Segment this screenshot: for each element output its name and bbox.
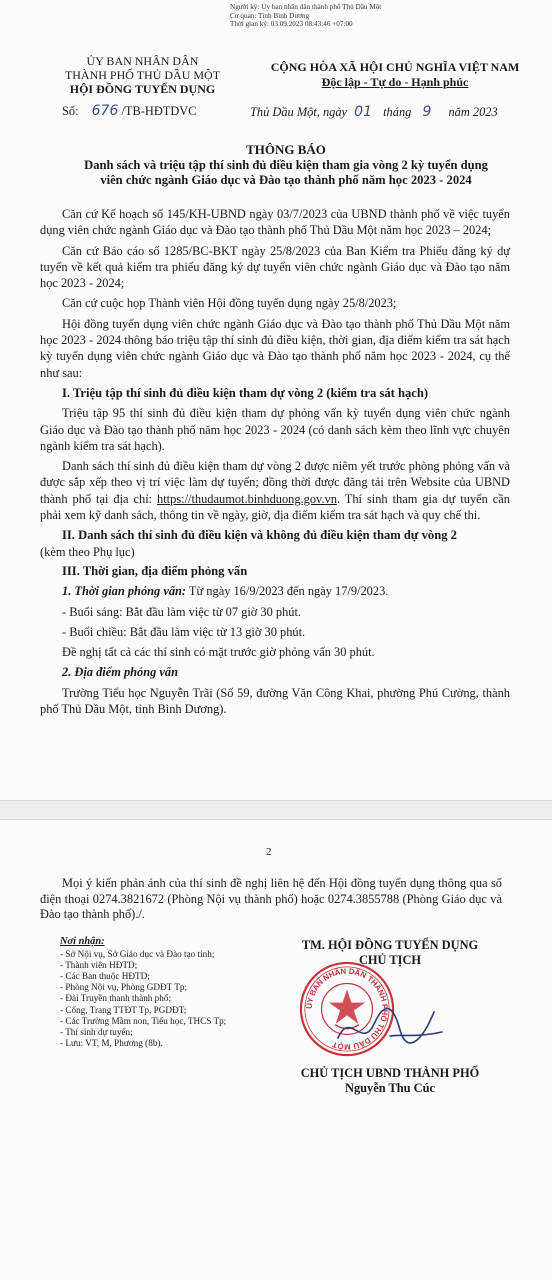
document-number — [62, 103, 197, 119]
recipient-item: - Các Trường Mầm non, Tiểu học, THCS Tp; — [60, 1015, 227, 1026]
recipient-item: - Lưu: VT, M, Phương (8b). — [60, 1037, 163, 1048]
seal-text: ỦY BAN NHÂN DÂN THÀNH PHỐ THỦ DẦU MỘT — [304, 966, 390, 1052]
basis-plan: Căn cứ Kế hoạch số 145/KH-UBND ngày 03/7/2023 của UBND thành phố về việc tuyển dụng viên chức ngành Giáo dục và Đào tạo thành phố Thủ Dầu Một năm học 2023 – 2024; — [40, 207, 510, 238]
arrival-request: Đề nghị tất cả các thí sinh có mặt trước giờ phỏng vấn 30 phút. — [62, 645, 375, 660]
digital-signature-stamp — [230, 3, 381, 29]
signature-agency: Cơ quan: Tỉnh Bình Dương — [230, 11, 310, 20]
section-1-summons: Triệu tập 95 thí sinh đủ điều kiện tham dự phỏng vấn kỳ tuyển dụng viên chức ngành Giáo dục và Đào tạo thành phố năm học 2023 - 2024 (có danh sách kèm theo lĩnh vực chuyên ngành kiểm tra sát hạch). — [40, 406, 510, 453]
page-number: 2 — [266, 846, 272, 858]
signer-title-1: TM. HỘI ĐỒNG TUYỂN DỤNG — [301, 938, 479, 952]
morning-session: - Buổi sáng: Bắt đầu làm việc từ 07 giờ 30 phút. — [62, 604, 302, 619]
national-title: CỘNG HÒA XÃ HỘI CHỦ NGHĨA VIỆT NAM — [270, 60, 520, 74]
recipient-item: - Các Ban thuộc HĐTD; — [60, 971, 150, 982]
website-link[interactable]: https://thudaumot.binhduong.gov.vn — [157, 491, 337, 506]
afternoon-session: - Buổi chiều: Bắt đầu làm việc từ 13 giờ 30 phút. — [62, 624, 306, 639]
number-handwritten: 676 — [91, 103, 119, 119]
signer-title-2: CHỦ TỊCH — [358, 953, 422, 967]
signature-time: Thời gian ký: 03.09.2023 08:43:46 +07:00 — [230, 20, 353, 29]
recipient-item: - Thí sinh dự tuyển; — [60, 1026, 133, 1037]
recipients-title: Nơi nhận: — [60, 936, 105, 947]
notice-subtitle-1: Danh sách và triệu tập thí sinh đủ điều kiện tham gia vòng 2 kỳ tuyển dụng — [84, 158, 488, 172]
interview-time-text: Từ ngày 16/9/2023 đến ngày 17/9/2023. — [186, 584, 389, 599]
year-label: năm 2023 — [448, 105, 498, 119]
section-1-listing — [40, 458, 510, 523]
recipient-item: - Đài Truyền thanh thành phố; — [60, 993, 172, 1004]
issuer-line-3: HỘI ĐỒNG TUYỂN DỤNG — [69, 82, 216, 96]
notice-title: THÔNG BÁO — [246, 142, 326, 157]
notice-subtitle-2: viên chức ngành Giáo dục và Đào tạo thành phố năm học 2023 - 2024 — [100, 173, 472, 187]
interview-location: Trường Tiểu học Nguyễn Trãi (Số 59, đường Văn Công Khai, phường Phú Cường, thành phố Thủ Dầu Một, tỉnh Bình Dương). — [40, 685, 510, 717]
number-prefix: Số: — [62, 104, 79, 118]
recipient-item: - Sở Nội vụ, Sở Giáo dục và Đào tạo tỉnh; — [60, 949, 215, 960]
signer-role: CHỦ TỊCH UBND THÀNH PHỐ — [300, 1066, 480, 1080]
recipient-item: - Cổng, Trang TTĐT Tp, PGDĐT; — [60, 1004, 187, 1015]
recipients-block — [60, 936, 260, 1049]
page-break — [0, 800, 552, 820]
issuer-line-2: THÀNH PHỐ THỦ DẦU MỘT — [64, 68, 221, 82]
feedback-paragraph: Mọi ý kiến phản ánh của thí sinh đề nghị liên hệ đến Hội đồng tuyển dụng thông qua số điện thoại 0274.3821672 (Phòng Nội vụ thành phố) hoặc 0274.3855788 (Phòng Giáo dục và Đào tạo thành phố)./. — [40, 876, 502, 921]
section-2-heading: II. Danh sách thí sinh đủ điều kiện và không đủ điều kiện tham dự vòng 2 — [62, 528, 457, 543]
listing-text-b: . Thí sinh tham gia dự tuyển cần phải xem kỹ danh sách, thông tin về ngày, giờ, địa điểm kiểm tra sát hạch và quy chế thi. — [40, 491, 510, 523]
day-handwritten: 01 — [354, 104, 372, 120]
month-handwritten: 9 — [422, 104, 432, 120]
recipient-item: - Phòng Nội vụ, Phòng GDĐT Tp; — [60, 982, 188, 993]
notice-body — [40, 206, 510, 721]
recipient-item: - Thành viên HĐTD; — [60, 960, 138, 971]
section-2-note: (kèm theo Phụ lục) — [40, 544, 135, 559]
issue-date — [250, 104, 498, 120]
section-3-heading: III. Thời gian, địa điểm phỏng vấn — [62, 563, 248, 578]
signature-signer: Người ký: Ủy ban nhân dân thành phố Thủ Dầu Một — [230, 3, 382, 11]
basis-meeting: Căn cứ cuộc họp Thành viên Hội đồng tuyển dụng ngày 25/8/2023; — [62, 296, 397, 311]
basis-report: Căn cứ Báo cáo số 1285/BC-BKT ngày 25/8/2023 của Ban Kiểm tra Phiếu đăng ký dự tuyển về kết quả kiểm tra phiếu đăng ký dự tuyển viên chức ngành Giáo dục và Đào tạo năm học 2023 - 2024; — [40, 243, 510, 291]
number-suffix: /TB-HĐTDVC — [121, 104, 197, 118]
interview-location-label: 2. Địa điểm phỏng vấn — [62, 665, 178, 680]
date-prefix: Thủ Dầu Một, ngày — [250, 105, 348, 119]
interview-location-heading — [40, 664, 510, 680]
section-1-heading: I. Triệu tập thí sinh đủ điều kiện tham dự vòng 2 (kiểm tra sát hạch) — [62, 385, 429, 400]
national-motto-text: Độc lập - Tự do - Hạnh phúc — [321, 75, 469, 89]
national-motto — [250, 75, 540, 89]
handwritten-signature-icon — [330, 990, 450, 1060]
month-label: tháng — [383, 105, 412, 119]
announcement-paragraph: Hội đồng tuyển dụng viên chức ngành Giáo dục và Đào tạo thành phố Thủ Dầu Một năm học 2023 - 2024 thông báo triệu tập thí sinh đủ điều kiện, thời gian, địa điểm kiểm tra sát hạch kỳ tuyển dụng viên chức ngành Giáo dục và Đào tạo thành phố năm học 2023 - 2024, cụ thể như sau: — [40, 316, 510, 380]
listing-text-a: Danh sách thí sinh đủ điều kiện tham dự vòng 2 được niêm yết trước phòng phỏng vấn và được sắp xếp theo vị trí việc làm dự tuyển; đồng thời được đăng tải trên Website của UBND thành phố tại địa chỉ: — [40, 459, 510, 506]
interview-time-label: 1. Thời gian phỏng vấn: — [62, 584, 187, 599]
signer-name: Nguyễn Thu Cúc — [345, 1081, 435, 1095]
interview-time — [40, 583, 510, 599]
issuer-line-1: ỦY BAN NHÂN DÂN — [86, 54, 199, 68]
page-two — [0, 820, 552, 1280]
